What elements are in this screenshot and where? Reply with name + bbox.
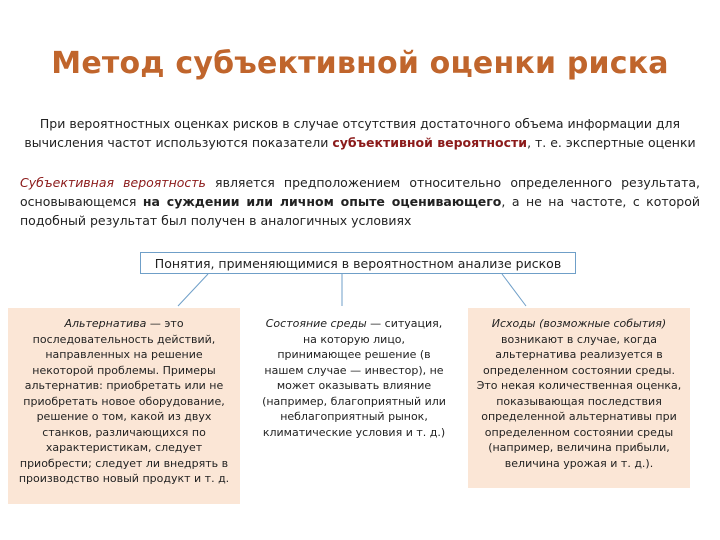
definition-text-2: , а не на частоте, с которой подобный результат был получен в аналогичных условиях — [20, 194, 700, 228]
intro-text-before: При вероятностных оценках рисков в случае отсутствия достаточного объема информации для вычисления частот используются показатели — [24, 116, 681, 150]
intro-accent-term: субъективной вероятности — [332, 135, 528, 150]
definition-term: Субъективная вероятность — [20, 175, 206, 190]
connector-right — [502, 274, 526, 306]
concept-lead-alternative: Альтернатива — [64, 317, 147, 330]
concept-body-outcomes: возникают в случае, когда альтернатива реализуется в определенном состоянии среды. Это некая количественная оценка, показывающая последствия определенной альтернативы при определенном состоянии среды (например, величина прибыли, величина урожая и т. д.). — [476, 332, 682, 470]
intro-text-after: , т. е. экспертные оценки — [527, 135, 696, 150]
definition-text-1: является предположением относительно определенного результата, основывающемся — [20, 175, 700, 209]
concept-lead-outcomes: Исходы (возможные события) — [491, 317, 667, 330]
concept-box-environment — [256, 308, 452, 458]
connector-left — [178, 274, 208, 306]
slide-title: Метод субъективной оценки риска — [51, 46, 669, 81]
concept-lead-environment: Состояние среды — [265, 317, 367, 330]
concept-box-alternative — [8, 308, 240, 504]
concepts-header-box: Понятия, применяющимися в вероятностном анализе рисков — [140, 252, 576, 274]
definition-bold: на суждении или личном опыте оценивающего — [142, 194, 502, 209]
concept-body-environment: — ситуация, на которую лицо, принимающее решение (в нашем случае — инвестор), не может оказывать влияние (например, благоприятный или неблагоприятный рынок, климатические условия и т. д.) — [262, 317, 446, 439]
concept-box-outcomes — [468, 308, 690, 488]
concept-body-alternative: — это последовательность действий, направленных на решение некоторой проблемы. Примеры альтернатив: приобретать или не приобретать новое оборудование, решение о том, какой из двух станков, различающихся по характеристикам, следует приобрести; следует ли внедрять в производство новый продукт и т. д. — [18, 317, 230, 485]
